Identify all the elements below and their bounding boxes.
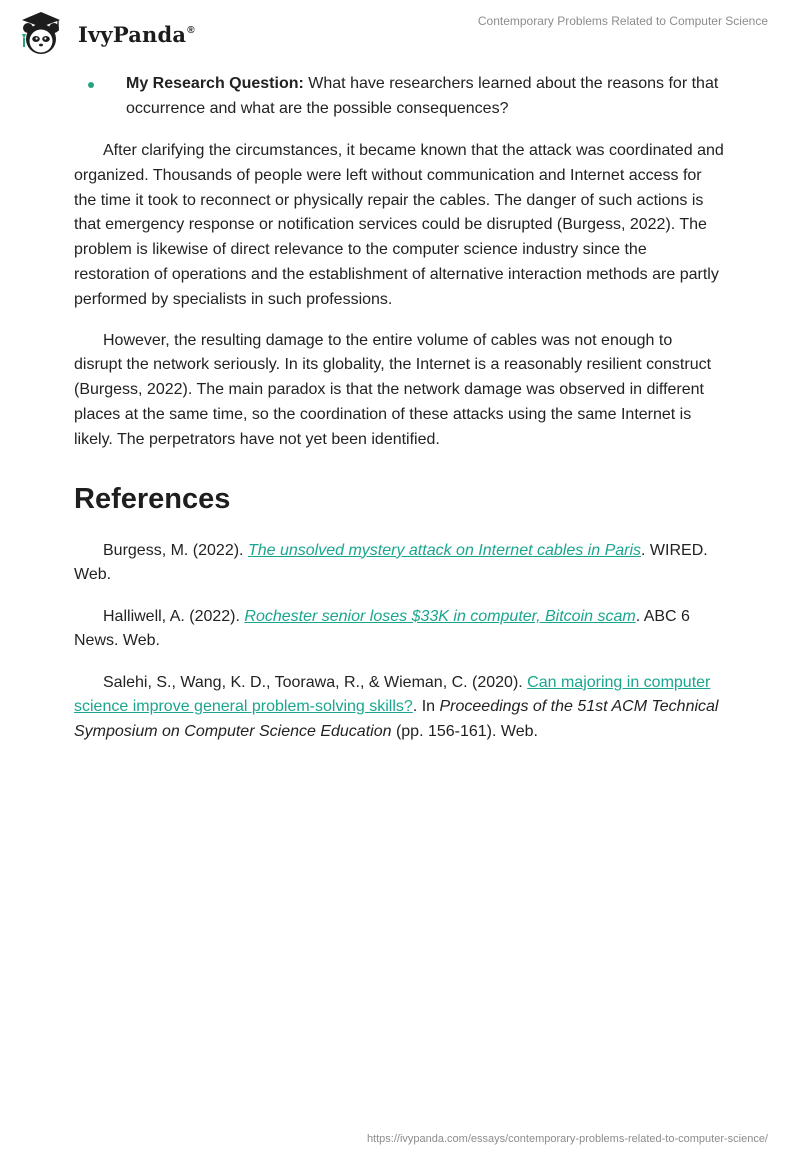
bullet-icon bbox=[88, 82, 94, 88]
reference-prefix: Halliwell, A. (2022). bbox=[103, 607, 245, 625]
reference-link-halliwell[interactable]: Rochester senior loses $33K in computer, Bitcoin scam bbox=[244, 607, 636, 625]
panda-graduate-icon bbox=[14, 8, 76, 58]
reference-suffix: (pp. 156-161). Web. bbox=[391, 722, 538, 740]
paragraph-2: However, the resulting damage to the entire volume of cables was not enough to disrupt the network seriously. In its globality, the Internet is a reasonably resilient construct (Burgess, 2022). The main paradox is that the network damage was observed in different places at the same time, so the coordination of these attacks using the same Internet is likely. The perpetrators have not yet been identified. bbox=[74, 331, 712, 448]
registered-mark: ® bbox=[187, 24, 195, 36]
site-logo[interactable] bbox=[14, 8, 195, 58]
reference-item-halliwell bbox=[74, 605, 724, 654]
source-url: https://ivypanda.com/essays/contemporary-problems-related-to-computer-science/ bbox=[366, 1133, 768, 1145]
reference-link-salehi[interactable]: Can majoring in computer science improve general problem-solving skills? bbox=[74, 673, 711, 716]
reference-item-burgess bbox=[74, 539, 724, 588]
reference-prefix: Salehi, S., Wang, K. D., Toorawa, R., & Wieman, C. (2020). bbox=[103, 673, 528, 691]
reference-connector: . In bbox=[412, 698, 440, 716]
reference-suffix: . WIRED. Web. bbox=[74, 541, 708, 584]
references-heading: References bbox=[74, 482, 231, 515]
document-title: Contemporary Problems Related to Computer Science bbox=[477, 14, 768, 28]
reference-prefix: Burgess, M. (2022). bbox=[103, 541, 248, 559]
research-question-text: What have researchers learned about the reasons for that occurrence and what are the possible consequences? bbox=[126, 75, 719, 117]
reference-venue: Proceedings of the 51st ACM Technical Symposium on Computer Science Education bbox=[74, 698, 719, 740]
brand-name: IvyPanda® bbox=[78, 21, 195, 47]
paragraph-1: After clarifying the circumstances, it became known that the attack was coordinated and organized. Thousands of people were left without communication and Internet access for the time it took to reconnect or physically repair the cables. The danger of such actions is that emergency response or notification services could be disrupted (Burgess, 2022). The problem is likewise of direct relevance to the computer science industry since the restoration of operations and the establishment of alternative interaction methods are partly performed by specialists in such professions. bbox=[74, 142, 724, 308]
research-question-item bbox=[74, 72, 724, 121]
reference-suffix: . ABC 6 News. Web. bbox=[74, 607, 690, 650]
research-question-label: My Research Question: bbox=[126, 75, 304, 92]
reference-link-burgess[interactable]: The unsolved mystery attack on Internet cables in Paris bbox=[247, 541, 642, 559]
essay-content bbox=[74, 72, 724, 761]
reference-item-salehi bbox=[74, 671, 724, 745]
